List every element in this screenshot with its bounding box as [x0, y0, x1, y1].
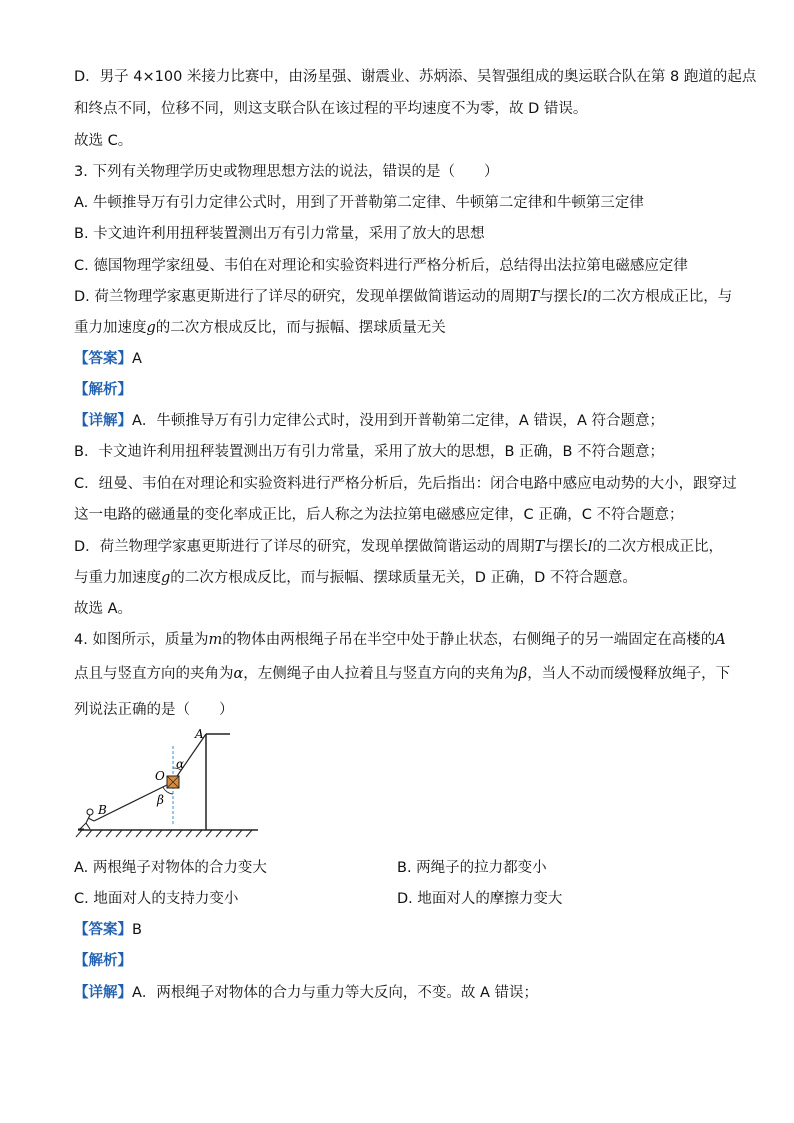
q3-option-b: B. 卡文迪许利用扭秤装置测出万有引力常量，采用了放大的思想	[74, 226, 485, 242]
q3-choose: 故选 A。	[74, 601, 133, 617]
q3-answer: 【答案】A	[74, 351, 142, 367]
symbol-l: l	[582, 289, 588, 305]
label-O: O	[155, 769, 165, 783]
symbol-T: T	[529, 289, 540, 305]
q3-detail-c1: C．纽曼、韦伯在对理论和实验资料进行严格分析后，先后指出：闭合电路中感应电动势的大小，跟穿过	[74, 476, 737, 492]
detail-tag: 【详解】	[74, 413, 132, 429]
q3-detail-c2: 这一电路的磁通量的变化率成正比，后人称之为法拉第电磁感应定律，C 正确，C 不符合题意；	[74, 507, 684, 523]
q3-stem: 3. 下列有关物理学历史或物理思想方法的说法，错误的是（ ）	[74, 164, 499, 180]
q3-option-a: A. 牛顿推导万有引力定律公式时，用到了开普勒第二定律、牛顿第二定律和牛顿第三定律	[74, 195, 644, 211]
q2-option-d-line1: D．男子 4×100 米接力比赛中，由汤星强、谢震业、苏炳添、吴智强组成的奥运联合队在第 8 跑道的起点	[74, 69, 757, 85]
q3-detail-d2: 与重力加速度g的二次方根成反比，而与振幅、摆球质量无关，D 正确，D 不符合题意。	[74, 570, 637, 586]
q4-stem-line2: 点且与竖直方向的夹角为α，左侧绳子由人拉着且与竖直方向的夹角为β，当人不动而缓慢释放绳子，下	[74, 666, 731, 682]
q4-stem-line1: 4. 如图所示，质量为m的物体由两根绳子吊在半空中处于静止状态，右侧绳子的另一端固定在高楼的A	[74, 632, 726, 648]
q4-stem-line3: 列说法正确的是（ ）	[74, 702, 234, 718]
q4-detail-a: 【详解】A．两根绳子对物体的合力与重力等大反向，不变。故 A 错误；	[74, 985, 539, 1001]
q3-option-d-line2: 重力加速度g的二次方根成反比，而与振幅、摆球质量无关	[74, 320, 446, 336]
q3-option-c: C. 德国物理学家纽曼、韦伯在对理论和实验资料进行严格分析后，总结得出法拉第电磁感应定律	[74, 258, 688, 274]
ground-hatch	[76, 830, 252, 837]
q2-choose: 故选 C。	[74, 133, 133, 149]
person-figure	[78, 809, 94, 829]
label-A: A	[195, 727, 204, 741]
q2-option-d-line2: 和终点不同，位移不同，则这支联合队在该过程的平均速度不为零，故 D 错误。	[74, 101, 588, 117]
q4-answer: 【答案】B	[74, 922, 142, 938]
q3-analysis	[74, 380, 132, 400]
label-alpha: α	[176, 757, 185, 771]
q4-option-d: D. 地面对人的摩擦力变大	[397, 891, 563, 907]
q4-option-b: B. 两绳子的拉力都变小	[397, 860, 547, 876]
label-beta: β	[157, 793, 164, 807]
q3-detail-b: B．卡文迪许利用扭秤装置测出万有引力常量，采用了放大的思想，B 正确，B 不符合题意；	[74, 444, 665, 460]
answer-tag: 【答案】	[74, 351, 132, 367]
q3-option-d-line1: D. 荷兰物理学家惠更斯进行了详尽的研究，发现单摆做简谐运动的周期T与摆长l的二次方根成正比，与	[74, 289, 733, 305]
rope-figure	[72, 724, 262, 842]
label-B: B	[98, 803, 107, 817]
q3-detail-d1: D．荷兰物理学家惠更斯进行了详尽的研究，发现单摆做简谐运动的周期T与摆长l的二次方根成正比，	[74, 539, 723, 555]
q4-option-c: C. 地面对人的支持力变小	[74, 891, 239, 907]
q4-option-a: A. 两根绳子对物体的合力变大	[74, 860, 267, 876]
symbol-g: g	[146, 320, 156, 336]
analysis-tag: 【解析】	[74, 382, 132, 398]
q4-analysis: 【解析】	[74, 953, 132, 969]
q3-detail-a: 【详解】A．牛顿推导万有引力定律公式时，没用到开普勒第二定律，A 错误，A 符合题意；	[74, 413, 664, 429]
